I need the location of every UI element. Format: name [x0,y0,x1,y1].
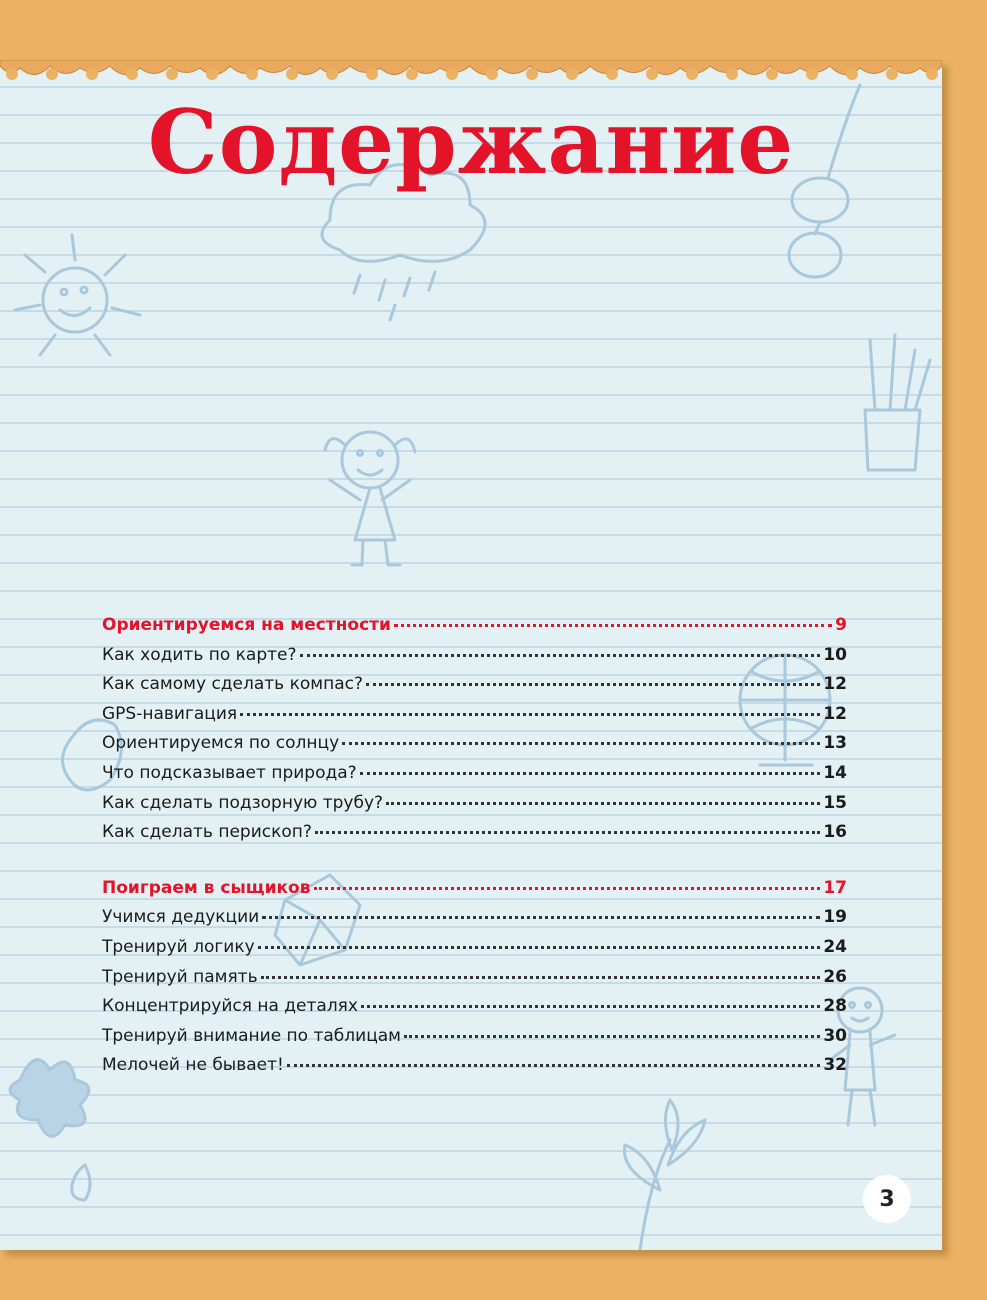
toc-item-label: Ориентируемся по солнцу [102,733,340,754]
toc-item-label: Концентрируйся на деталях [102,996,358,1017]
sun-doodle-icon [15,235,140,355]
dot-leader [262,916,820,919]
toc-heading[interactable] [102,878,847,908]
toc-item-page: 12 [823,703,847,724]
toc-item[interactable] [102,793,847,823]
toc-item-page: 26 [823,966,847,987]
toc-item-label: Как самому сделать компас? [102,674,364,695]
toc-item-page: 12 [823,674,847,695]
page-title: Содержание [147,90,795,194]
toc-item-label: Как сделать подзорную трубу? [102,792,384,813]
toc-heading[interactable] [102,615,847,645]
dot-leader [258,946,821,949]
dot-leader [287,1064,820,1067]
toc-item[interactable] [102,733,847,763]
toc-item[interactable] [102,996,847,1026]
dot-leader [314,887,821,890]
toc-item-page: 10 [823,644,847,665]
toc-item-page: 28 [823,996,847,1017]
toc-item-label: GPS-навигация [102,703,238,724]
toc-item[interactable] [102,967,847,997]
pencil-cup-doodle-icon [865,335,930,470]
dot-leader [300,654,821,657]
toc-item[interactable] [102,937,847,967]
toc-item-page: 15 [823,792,847,813]
dot-leader [261,976,821,979]
toc-item[interactable] [102,1055,847,1085]
toc-item-label: Тренируй логику [102,936,255,957]
dot-leader [361,1005,820,1008]
toc-item[interactable] [102,704,847,734]
dot-leader [394,624,832,627]
toc-item[interactable] [102,1026,847,1056]
dot-leader [386,802,820,805]
toc-item[interactable] [102,763,847,793]
toc-item-page: 13 [823,733,847,754]
dot-leader [342,742,820,745]
toc-item-label: Учимся дедукции [102,907,260,928]
dot-leader [366,683,820,686]
toc-item-label: Мелочей не бывает! [102,1055,284,1076]
toc-item-label: Тренируй память [102,966,258,987]
toc-item-label: Что подсказывает природа? [102,762,357,783]
toc-section-orientation [102,615,847,852]
toc-item-label: Как сделать перископ? [102,822,312,843]
dot-leader [360,772,821,775]
toc-item-page: 19 [823,907,847,928]
toc-item[interactable] [102,645,847,675]
toc-heading-label: Поиграем в сыщиков [102,877,311,898]
toc-heading-page: 17 [823,877,847,898]
toc-section-detectives [102,878,847,1085]
page-number-badge: 3 [863,1175,911,1223]
toc-heading-label: Ориентируемся на местности [102,615,391,635]
toc-item-page: 24 [823,936,847,957]
toc-heading-page: 9 [835,615,847,635]
dot-leader [404,1035,820,1038]
leaf-doodle-icon [624,1100,705,1250]
toc-item-page: 14 [823,762,847,783]
toc-item-page: 32 [823,1055,847,1076]
toc-item-page: 16 [823,822,847,843]
dot-leader [240,713,820,716]
table-of-contents [102,615,847,1111]
dot-leader [315,831,820,834]
toc-item-label: Тренируй внимание по таблицам [102,1025,402,1046]
toc-item[interactable] [102,674,847,704]
toc-item[interactable] [102,822,847,852]
toc-item[interactable] [102,907,847,937]
splash-doodle-icon [10,1060,90,1200]
girl-doodle-icon [325,432,415,565]
toc-item-label: Как ходить по карте? [102,644,297,665]
toc-item-page: 30 [823,1025,847,1046]
